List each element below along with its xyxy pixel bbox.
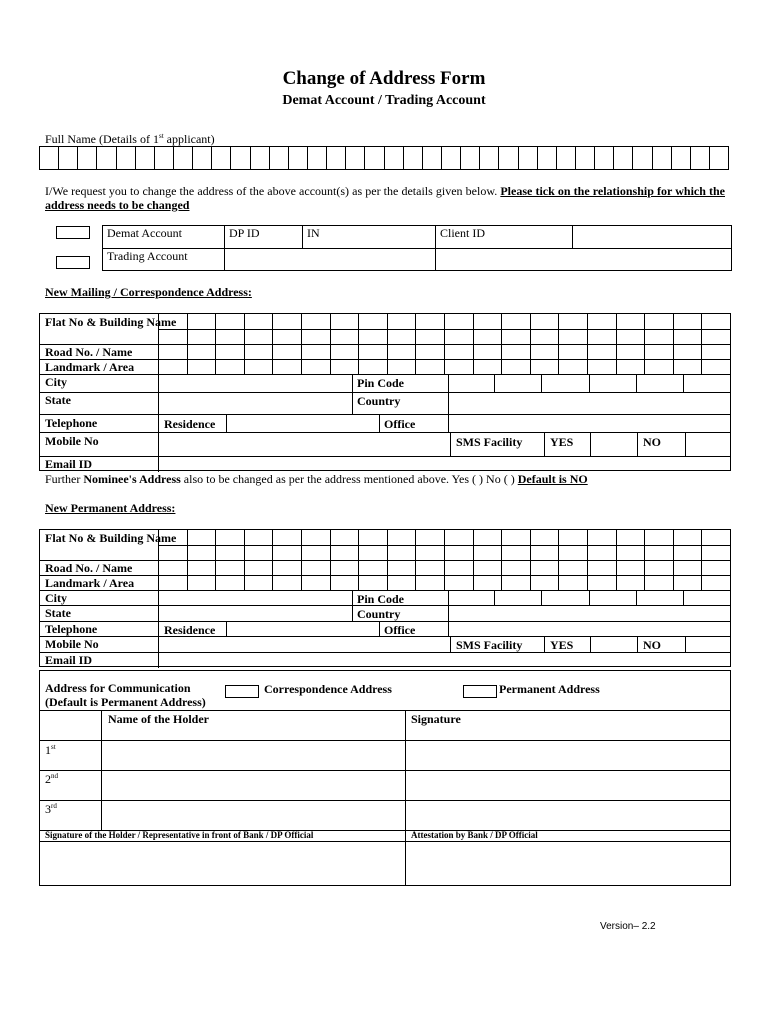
char-box[interactable] [272,344,301,359]
dp-id-label: DP ID [225,226,303,249]
holder-name-header: Name of the Holder [108,712,209,726]
permanent-tickbox[interactable] [463,685,497,698]
char-box[interactable] [387,560,416,575]
holder-1-name-field[interactable] [102,741,405,770]
holder-3-signature-field[interactable] [406,801,730,830]
attestation-caption: Attestation by Bank / DP Official [411,830,538,840]
char-box[interactable] [673,560,702,575]
name-char-box[interactable] [461,147,480,169]
holder-2-signature-field[interactable] [406,771,730,800]
char-box[interactable] [587,359,616,374]
holder-3-label: 3rd [45,802,57,816]
char-box[interactable] [215,545,244,560]
char-box[interactable] [301,530,330,545]
char-box[interactable] [444,560,473,575]
char-box[interactable] [330,545,359,560]
char-box[interactable] [244,575,273,590]
telephone-label: Telephone [45,416,98,430]
signature-section [39,670,731,886]
char-box[interactable] [301,575,330,590]
name-char-box[interactable] [193,147,212,169]
char-box[interactable] [215,344,244,359]
version-label: Version– 2.2 [600,921,656,932]
char-box[interactable] [272,329,301,344]
permanent-heading: New Permanent Address: [45,501,176,515]
char-box[interactable] [701,314,730,329]
char-box[interactable] [473,344,502,359]
char-box[interactable] [530,344,559,359]
char-box[interactable] [701,575,730,590]
email-label: Email ID [45,457,93,471]
char-box[interactable] [558,329,587,344]
char-box[interactable] [530,314,559,329]
full-name-boxes[interactable] [39,146,729,170]
sms-facility-label: SMS Facility [456,435,523,449]
char-box[interactable] [187,545,216,560]
mailing-address-table [39,313,731,471]
char-box[interactable] [187,560,216,575]
perm-sms-yes-label: YES [550,638,574,652]
char-box[interactable] [673,545,702,560]
char-box[interactable] [473,314,502,329]
char-box[interactable] [358,344,387,359]
communication-label: Address for Communication [45,681,191,695]
char-box[interactable] [272,560,301,575]
trading-id-field[interactable] [225,249,436,271]
permanent-address-table [39,529,731,667]
nominee-default: Default is NO [517,472,588,486]
name-char-box[interactable] [270,147,289,169]
holder-signature-field[interactable] [40,842,405,886]
char-box[interactable] [501,329,530,344]
char-box[interactable] [301,314,330,329]
trading-tickbox[interactable] [56,256,90,269]
char-box[interactable] [558,314,587,329]
name-char-box[interactable] [538,147,557,169]
char-box[interactable] [530,329,559,344]
char-box[interactable] [244,344,273,359]
char-box[interactable] [701,344,730,359]
char-box[interactable] [530,545,559,560]
name-char-box[interactable] [174,147,193,169]
char-box[interactable] [415,530,444,545]
correspondence-label: Correspondence Address [264,682,392,696]
name-char-box[interactable] [117,147,136,169]
char-box[interactable] [530,530,559,545]
name-char-box[interactable] [385,147,404,169]
char-box[interactable] [558,560,587,575]
char-box[interactable] [158,359,187,374]
perm-pin-code-cells[interactable] [448,590,730,605]
perm-mobile-label: Mobile No [45,637,99,651]
char-box[interactable] [187,530,216,545]
name-char-box[interactable] [672,147,691,169]
flat-cells[interactable] [158,314,730,329]
page-subtitle: Demat Account / Trading Account [282,93,486,108]
perm-office-label: Office [384,623,416,637]
permanent-label: Permanent Address [499,682,600,696]
char-box[interactable] [444,329,473,344]
char-box[interactable] [673,575,702,590]
char-box[interactable] [616,545,645,560]
char-box[interactable] [358,560,387,575]
char-box[interactable] [444,575,473,590]
char-box[interactable] [358,530,387,545]
name-char-box[interactable] [365,147,384,169]
perm-road-label: Road No. / Name [45,561,133,575]
char-box[interactable] [387,545,416,560]
char-box[interactable] [330,359,359,374]
sms-yes-box[interactable] [590,432,591,456]
pin-digit-box[interactable] [494,374,541,392]
char-box[interactable] [616,560,645,575]
char-box[interactable] [501,575,530,590]
trading-extra-field[interactable] [436,249,732,271]
nominee-text: Further Nominee's Address also to be changed as per the address mentioned above. Yes ( ) No ( ) Default is NO [45,472,588,486]
char-box[interactable] [558,530,587,545]
char-box[interactable] [187,344,216,359]
perm-flat-cells-2[interactable] [158,545,730,560]
communication-default: (Default is Permanent Address) [45,695,206,709]
sms-yes-label: YES [550,435,574,449]
demat-account-label: Demat Account [103,226,225,249]
char-box[interactable] [701,359,730,374]
full-name-label: Full Name (Details of 1st applicant) [45,132,215,146]
perm-flat-label: Flat No & Building Name [45,531,177,545]
char-box[interactable] [158,575,187,590]
char-box[interactable] [644,344,673,359]
name-char-box[interactable] [614,147,633,169]
char-box[interactable] [587,530,616,545]
char-box[interactable] [244,359,273,374]
holder-2-label: 2nd [45,772,58,786]
pin-digit-box[interactable] [541,590,588,605]
char-box[interactable] [530,575,559,590]
char-box[interactable] [158,545,187,560]
char-box[interactable] [330,530,359,545]
name-char-box[interactable] [691,147,710,169]
char-box[interactable] [673,359,702,374]
char-box[interactable] [215,359,244,374]
char-box[interactable] [587,545,616,560]
name-char-box[interactable] [480,147,499,169]
flat-label: Flat No & Building Name [45,315,177,329]
signature-header: Signature [411,712,461,726]
name-char-box[interactable] [40,147,59,169]
char-box[interactable] [558,575,587,590]
char-box[interactable] [244,329,273,344]
char-box[interactable] [587,575,616,590]
char-box[interactable] [616,314,645,329]
name-char-box[interactable] [346,147,365,169]
char-box[interactable] [358,329,387,344]
char-box[interactable] [701,530,730,545]
char-box[interactable] [473,359,502,374]
char-box[interactable] [673,314,702,329]
holder-signature-caption: Signature of the Holder / Representative in front of Bank / DP Official [45,830,314,840]
char-box[interactable] [415,329,444,344]
perm-residence-label: Residence [164,623,216,637]
char-box[interactable] [330,329,359,344]
name-char-box[interactable] [499,147,518,169]
char-box[interactable] [501,560,530,575]
name-char-box[interactable] [423,147,442,169]
char-box[interactable] [215,575,244,590]
char-box[interactable] [644,530,673,545]
pin-digit-box[interactable] [683,374,730,392]
road-cells[interactable] [158,344,730,359]
pin-digit-box[interactable] [636,374,683,392]
perm-country-label: Country [357,607,401,621]
char-box[interactable] [616,530,645,545]
char-box[interactable] [673,530,702,545]
char-box[interactable] [644,359,673,374]
attestation-field[interactable] [406,842,730,886]
char-box[interactable] [187,314,216,329]
char-box[interactable] [158,530,187,545]
flat-cells-2[interactable] [158,329,730,344]
perm-pin-code-label: Pin Code [357,592,405,606]
perm-sms-no-box[interactable] [685,636,686,652]
name-char-box[interactable] [59,147,78,169]
char-box[interactable] [473,560,502,575]
char-box[interactable] [330,344,359,359]
road-label: Road No. / Name [45,345,133,359]
char-box[interactable] [415,344,444,359]
office-label: Office [384,417,416,431]
char-box[interactable] [187,359,216,374]
char-box[interactable] [301,359,330,374]
char-box[interactable] [387,359,416,374]
char-box[interactable] [387,344,416,359]
perm-state-label: State [45,606,71,620]
char-box[interactable] [272,545,301,560]
name-char-box[interactable] [653,147,672,169]
char-box[interactable] [330,575,359,590]
name-char-box[interactable] [633,147,652,169]
char-box[interactable] [387,329,416,344]
char-box[interactable] [530,359,559,374]
char-box[interactable] [473,545,502,560]
char-box[interactable] [330,560,359,575]
char-box[interactable] [358,545,387,560]
char-box[interactable] [158,560,187,575]
char-box[interactable] [644,575,673,590]
mobile-label: Mobile No [45,434,99,448]
pin-digit-box[interactable] [636,590,683,605]
holder-1-signature-field[interactable] [406,741,730,770]
account-table [102,225,732,271]
name-char-box[interactable] [404,147,423,169]
landmark-cells[interactable] [158,359,730,374]
char-box[interactable] [644,329,673,344]
char-box[interactable] [444,344,473,359]
char-box[interactable] [158,344,187,359]
char-box[interactable] [616,344,645,359]
char-box[interactable] [215,314,244,329]
char-box[interactable] [415,359,444,374]
char-box[interactable] [215,560,244,575]
char-box[interactable] [158,314,187,329]
char-box[interactable] [415,314,444,329]
char-box[interactable] [215,329,244,344]
pin-digit-box[interactable] [589,590,636,605]
char-box[interactable] [187,575,216,590]
perm-landmark-label: Landmark / Area [45,576,135,590]
char-box[interactable] [358,314,387,329]
char-box[interactable] [587,314,616,329]
char-box[interactable] [558,344,587,359]
char-box[interactable] [501,314,530,329]
char-box[interactable] [387,575,416,590]
char-box[interactable] [244,560,273,575]
perm-road-cells[interactable] [158,560,730,575]
pin-digit-box[interactable] [589,374,636,392]
char-box[interactable] [587,329,616,344]
holder-3-name-field[interactable] [102,801,405,830]
perm-sms-no-label: NO [643,638,661,652]
char-box[interactable] [158,329,187,344]
char-box[interactable] [473,530,502,545]
char-box[interactable] [272,359,301,374]
char-box[interactable] [644,560,673,575]
pin-digit-box[interactable] [683,590,730,605]
char-box[interactable] [616,329,645,344]
name-char-box[interactable] [136,147,155,169]
char-box[interactable] [616,359,645,374]
name-char-box[interactable] [576,147,595,169]
char-box[interactable] [673,344,702,359]
request-text: I/We request you to change the address of the above account(s) as per the details given below. Please tick on the relationship for which the address needs to be changed [45,184,726,212]
char-box[interactable] [444,545,473,560]
char-box[interactable] [530,560,559,575]
perm-landmark-cells[interactable] [158,575,730,590]
name-char-box[interactable] [78,147,97,169]
char-box[interactable] [444,359,473,374]
char-box[interactable] [244,530,273,545]
char-box[interactable] [301,344,330,359]
char-box[interactable] [187,329,216,344]
char-box[interactable] [301,329,330,344]
char-box[interactable] [415,545,444,560]
client-id-label: Client ID [436,226,573,249]
name-char-box[interactable] [327,147,346,169]
city-label: City [45,375,67,389]
char-box[interactable] [272,575,301,590]
trading-account-label: Trading Account [103,249,225,271]
char-box[interactable] [558,545,587,560]
landmark-label: Landmark / Area [45,360,135,374]
pin-code-label: Pin Code [357,376,405,390]
residence-label: Residence [164,417,216,431]
in-label: IN [303,226,436,249]
demat-tickbox[interactable] [56,226,90,239]
pin-digit-box[interactable] [448,374,494,392]
char-box[interactable] [301,560,330,575]
char-box[interactable] [358,359,387,374]
holder-2-name-field[interactable] [102,771,405,800]
holder-1-label: 1st [45,743,56,757]
name-char-box[interactable] [289,147,308,169]
char-box[interactable] [616,575,645,590]
name-char-box[interactable] [519,147,538,169]
perm-email-label: Email ID [45,653,93,667]
sms-no-label: NO [643,435,661,449]
sms-no-box[interactable] [685,432,686,456]
char-box[interactable] [244,314,273,329]
char-box[interactable] [244,545,273,560]
mailing-heading: New Mailing / Correspondence Address: [45,285,252,299]
char-box[interactable] [558,359,587,374]
char-box[interactable] [473,575,502,590]
char-box[interactable] [473,329,502,344]
char-box[interactable] [701,329,730,344]
name-char-box[interactable] [97,147,116,169]
name-char-box[interactable] [557,147,576,169]
name-char-box[interactable] [251,147,270,169]
char-box[interactable] [501,530,530,545]
char-box[interactable] [272,530,301,545]
char-box[interactable] [272,314,301,329]
pin-digit-box[interactable] [494,590,541,605]
char-box[interactable] [673,329,702,344]
char-box[interactable] [501,344,530,359]
char-box[interactable] [501,545,530,560]
perm-flat-cells[interactable] [158,530,730,545]
correspondence-tickbox[interactable] [225,685,259,698]
char-box[interactable] [444,530,473,545]
name-char-box[interactable] [308,147,327,169]
pin-code-cells[interactable] [448,374,730,392]
perm-telephone-label: Telephone [45,622,98,636]
char-box[interactable] [358,575,387,590]
char-box[interactable] [587,344,616,359]
pin-digit-box[interactable] [541,374,588,392]
state-label: State [45,393,71,407]
char-box[interactable] [301,545,330,560]
pin-digit-box[interactable] [448,590,494,605]
char-box[interactable] [215,530,244,545]
char-box[interactable] [387,314,416,329]
name-char-box[interactable] [595,147,614,169]
perm-city-label: City [45,591,67,605]
name-char-box[interactable] [442,147,461,169]
page-title: Change of Address Form [282,68,486,89]
char-box[interactable] [701,545,730,560]
char-box[interactable] [501,359,530,374]
client-id-field[interactable] [573,226,732,249]
perm-sms-yes-box[interactable] [590,636,591,652]
name-char-box[interactable] [710,147,728,169]
country-label: Country [357,394,401,408]
char-box[interactable] [587,560,616,575]
char-box[interactable] [330,314,359,329]
char-box[interactable] [387,530,416,545]
char-box[interactable] [701,560,730,575]
name-char-box[interactable] [155,147,174,169]
name-char-box[interactable] [212,147,231,169]
perm-sms-facility-label: SMS Facility [456,638,523,652]
char-box[interactable] [644,314,673,329]
name-char-box[interactable] [231,147,250,169]
char-box[interactable] [415,575,444,590]
char-box[interactable] [644,545,673,560]
char-box[interactable] [444,314,473,329]
char-box[interactable] [415,560,444,575]
